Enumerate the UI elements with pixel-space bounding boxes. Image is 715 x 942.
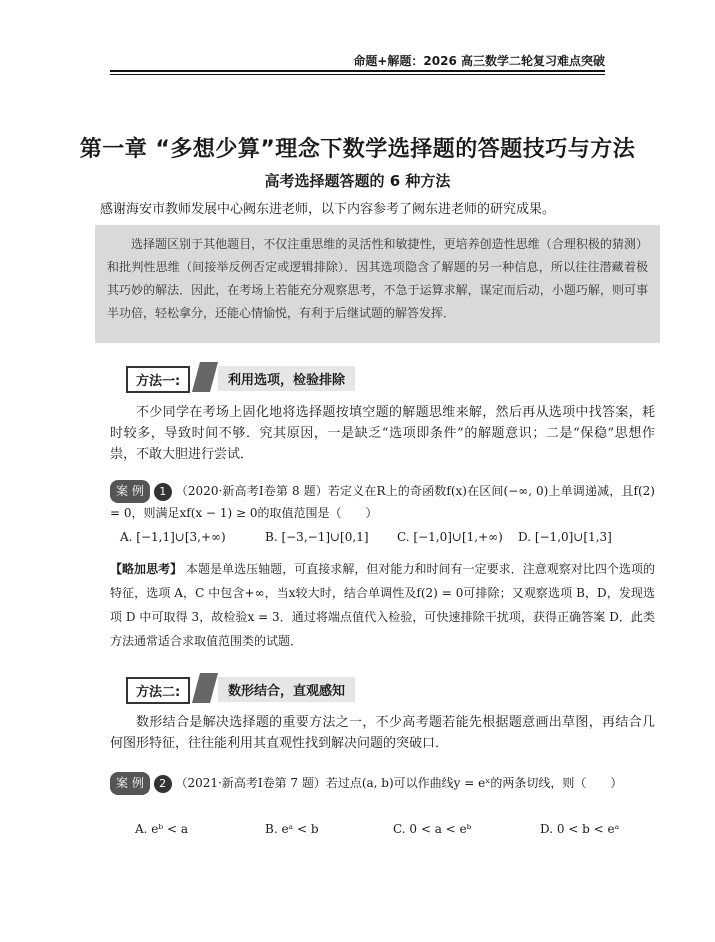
method2-banner — [118, 673, 378, 703]
chapter-title: 第一章 “多想少算”理念下数学选择题的答题技巧与方法 — [79, 137, 636, 162]
example2-option-d: D. 0 < b < eᵃ — [540, 822, 620, 836]
intro-text: 选择题区别于其他题目，不仅注重思维的灵活性和敏捷性，更培养创造性思维（合理积极的猜测）和批判性思维（间接举反例否定或逻辑排除）．因其选项隐含了解题的另一种信息，所以往往潜藏着极其巧妙的解法．因此，在考场上若能充分观察思考，不急于运算求解，谋定而后动，小题巧解，则可事半功倍，轻松拿分，还能心情愉悦，有利于后继试题的解答发挥． — [107, 237, 648, 320]
method2-body: 数形结合是解决选择题的重要方法之一，不少高考题若能先根据题意画出草图，再结合几何图形特征，往往能利用其直观性找到解决问题的突破口． — [110, 715, 655, 751]
example1-number: 1 — [154, 483, 172, 501]
think-label: 【略加思考】 — [110, 562, 183, 576]
example2-number: 2 — [154, 775, 172, 793]
method1-body: 不少同学在考场上固化地将选择题按填空题的解题思维来解，然后再从选项中找答案，耗时较多，导致时间不够．究其原因，一是缺乏“选项即条件”的解题意识；二是“保稳”思想作祟，不敢大胆进行尝试． — [110, 405, 655, 462]
example1-option-d: D. [−1,0]∪[1,3] — [518, 530, 612, 544]
method1-title: 利用选项，检验排除 — [218, 366, 355, 391]
method1-label: 方法一: — [126, 366, 190, 393]
method1-banner — [118, 362, 378, 392]
example2-badge: 案 例 — [110, 772, 150, 795]
intro-box — [95, 225, 660, 343]
example2-option-b: B. eᵃ < b — [265, 822, 319, 836]
header-rule — [110, 70, 605, 72]
header-rule-thin — [110, 74, 605, 75]
example2-question: （2021·新高考Ⅰ卷第 7 题）若过点(a, b)可以作曲线y = eˣ的两条切线，则（ ） — [175, 776, 623, 790]
section-subtitle: 高考选择题答题的 6 种方法 — [264, 172, 451, 190]
think-text: 本题是单选压轴题，可直接求解，但对能力和时间有一定要求．注意观察对比四个选项的特征，选项 A，C 中包含+∞，当x较大时，结合单调性及f(2) = 0可排除；又观察选项 B，D，发现选项 D 中可取得 3，故检验x = 3．通过将端点值代入检验，可快速排除干扰项，获得正确答案 D．此类方法通常适合求取值范围类的试题． — [110, 562, 655, 648]
example1-option-c: C. [−1,0]∪[1,+∞) — [397, 530, 503, 544]
example2-option-a: A. eᵇ < a — [135, 822, 189, 836]
example1-question: （2020·新高考Ⅰ卷第 8 题）若定义在R上的奇函数f(x)在区间(−∞, 0)上单调递减，且f(2) = 0，则满足xf(x − 1) ≥ 0的取值范围是（ ） — [110, 484, 655, 520]
method2-title: 数形结合，直观感知 — [218, 677, 355, 702]
example1-analysis — [110, 557, 655, 653]
method2-label: 方法二: — [126, 677, 190, 704]
example2-option-c: C. 0 < a < eᵇ — [393, 822, 472, 836]
example1-badge: 案 例 — [110, 480, 150, 503]
example2 — [110, 772, 655, 795]
running-header: 命题+解题：2026 高三数学二轮复习难点突破 — [353, 54, 605, 68]
example1-option-a: A. [−1,1]∪[3,+∞) — [120, 530, 226, 544]
method1-decoration — [192, 362, 218, 392]
example1 — [110, 480, 655, 524]
method2-decoration — [192, 673, 218, 703]
example1-option-b: B. [−3,−1]∪[0,1] — [265, 530, 369, 544]
acknowledgement: 感谢海安市教师发展中心阙东进老师，以下内容参考了阙东进老师的研究成果。 — [100, 202, 556, 217]
